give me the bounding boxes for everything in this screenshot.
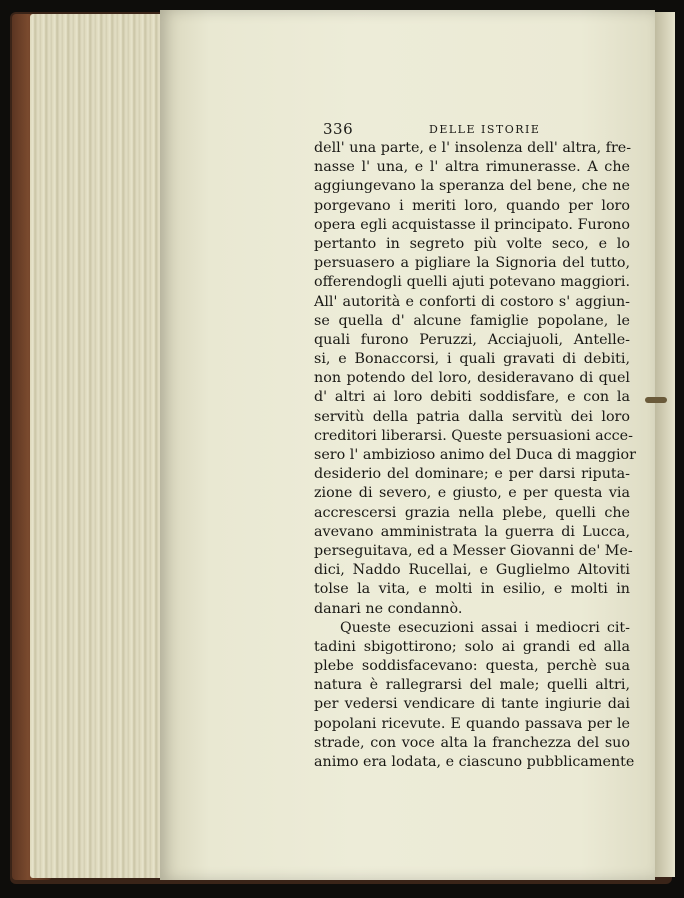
text-line: non potendo del loro, desideravano di quel [314, 370, 630, 387]
text-line: servitù della patria dalla servitù dei loro [314, 408, 630, 425]
text-line: dell' una parte, e l' insolenza dell' altra, fre- [314, 140, 632, 156]
text-line: quali furono Peruzzi, Acciajuoli, Antelle- [314, 331, 630, 348]
text-line: aggiungevano la speranza del bene, che ne [314, 178, 630, 195]
page-tab-marker [645, 397, 667, 403]
text-line: desiderio del dominare; e per darsi riputa- [314, 466, 630, 483]
text-line: All' autorità e conforti di costoro s' aggiun- [314, 293, 630, 310]
text-line: avevano amministrata la guerra di Lucca, [314, 523, 630, 540]
text-line: popolani ricevute. E quando passava per le [314, 715, 630, 732]
running-title: DELLE ISTORIE [429, 123, 541, 136]
text-line: tolse la vita, e molti in esilio, e molti in [314, 581, 630, 598]
facing-page-edge [655, 12, 675, 877]
page-header [323, 120, 625, 140]
page-number: 336 [323, 120, 354, 138]
text-line: natura è rallegrarsi del male; quelli altri, [314, 677, 630, 694]
text-line: dici, Naddo Rucellai, e Guglielmo Altoviti [314, 562, 630, 579]
text-line: offerendogli quelli ajuti potevano maggiori. [314, 274, 630, 291]
page-edges [30, 14, 180, 878]
text-line: si, e Bonaccorsi, i quali gravati di debiti, [314, 351, 630, 368]
text-line: creditori liberarsi. Queste persuasioni acce- [314, 427, 633, 444]
text-line: accrescersi grazia nella plebe, quelli che [314, 504, 630, 521]
text-line: opera egli acquistasse il principato. Furono [314, 216, 630, 233]
text-line: persuasero a pigliare la Signoria del tutto, [314, 255, 630, 272]
text-line: perseguitava, ed a Messer Giovanni de' Me- [314, 542, 633, 559]
text-line: strade, con voce alta la franchezza del suo [314, 734, 630, 751]
text-line: porgevano i meriti loro, quando per loro [314, 197, 630, 214]
text-line: se quella d' alcune famiglie popolane, le [314, 312, 630, 329]
text-line: zione di severo, e giusto, e per questa via [314, 485, 630, 502]
text-line: plebe soddisfacevano: questa, perchè sua [314, 658, 630, 675]
body-text [314, 139, 636, 772]
text-line: danari ne condannò. [314, 600, 463, 617]
text-line: sero l' ambizioso animo del Duca di maggior [314, 447, 636, 463]
text-line: Queste esecuzioni assai i mediocri cit- [340, 619, 630, 636]
text-line: tadini sbigottirono; solo ai grandi ed alla [314, 638, 630, 655]
text-line: nasse l' una, e l' altra rimunerasse. A che [314, 159, 630, 176]
text-line: pertanto in segreto più volte seco, e lo [314, 235, 630, 252]
text-line: d' altri ai loro debiti soddisfare, e con la [314, 389, 630, 406]
text-line: per vedersi vendicare di tante ingiurie dai [314, 696, 630, 713]
text-line: animo era lodata, e ciascuno pubblicamente [314, 754, 635, 770]
